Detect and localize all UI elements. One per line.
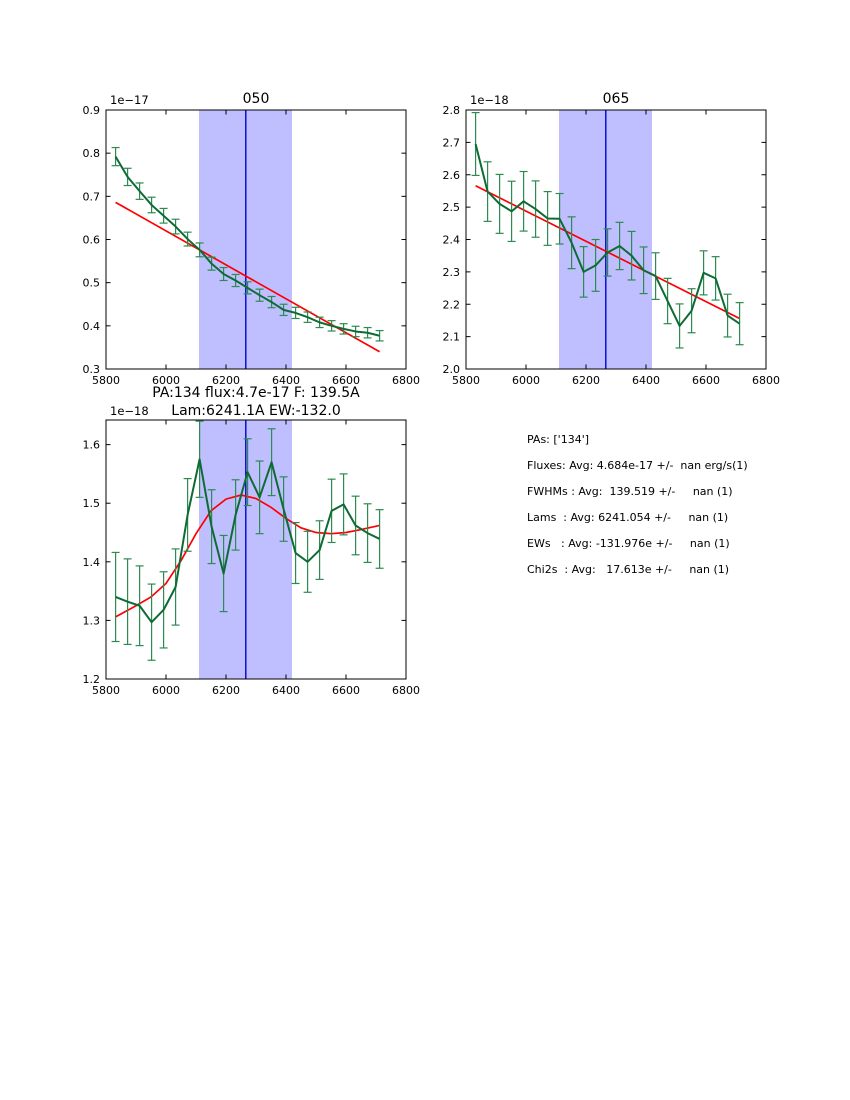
y-axis-offset-label-top-right: 1e−18 [470, 93, 509, 107]
y-axis-offset-label-bottom: 1e−18 [110, 404, 149, 418]
y-tick-label: 2.3 [442, 265, 460, 279]
y-axis-offset-label-top-left: 1e−17 [110, 93, 149, 107]
stats-line-pas: PAs: ['134'] [527, 433, 590, 446]
y-tick-label: 2.8 [442, 104, 460, 117]
stats-line-chi2s: Chi2s : Avg: 17.613e +/- nan (1) [527, 563, 730, 576]
y-tick-label: 0.3 [82, 363, 100, 376]
y-tick-label: 0.8 [82, 147, 100, 161]
stats-line-fluxes: Fluxes: Avg: 4.684e-17 +/- nan erg/s(1) [527, 459, 748, 472]
x-tick-label: 6400 [272, 684, 300, 697]
x-tick-label: 6000 [152, 374, 180, 387]
x-tick-label: 6000 [512, 374, 540, 387]
y-tick-label: 0.9 [82, 104, 100, 117]
top-right-chart-title: 065 [602, 91, 630, 107]
x-tick-label: 5800 [452, 374, 480, 387]
y-tick-label: 0.7 [82, 190, 100, 204]
x-tick-label: 6600 [692, 374, 720, 387]
y-tick-label: 2.2 [442, 298, 460, 312]
y-tick-label: 0.5 [82, 276, 100, 290]
bottom-chart-title-line-2: Lam:6241.1A EW:-132.0 [171, 403, 341, 419]
top-left-chart-title: 050 [242, 91, 270, 107]
y-tick-label: 1.4 [82, 555, 100, 569]
x-tick-label: 5800 [92, 684, 120, 697]
x-tick-label: 6600 [332, 374, 360, 387]
chart-1 [443, 104, 781, 387]
stats-line-fwhms: FWHMs : Avg: 139.519 +/- nan (1) [527, 485, 733, 498]
y-tick-label: 2.7 [442, 136, 460, 150]
x-tick-label: 6000 [152, 684, 180, 697]
x-tick-label: 6400 [272, 374, 300, 387]
x-tick-label: 6800 [752, 374, 780, 387]
y-tick-label: 1.5 [82, 497, 100, 511]
y-tick-label: 2.0 [442, 363, 460, 376]
chart-0 [83, 104, 421, 387]
chart-2 [83, 420, 421, 697]
y-tick-label: 1.2 [82, 673, 100, 686]
y-tick-label: 0.6 [82, 233, 100, 247]
y-tick-label: 2.6 [442, 168, 460, 182]
x-tick-label: 6200 [212, 374, 240, 387]
x-tick-label: 6200 [212, 684, 240, 697]
y-tick-label: 0.4 [82, 319, 100, 333]
y-tick-label: 2.4 [442, 233, 460, 247]
y-tick-label: 2.1 [442, 330, 460, 344]
y-tick-label: 1.6 [82, 438, 100, 452]
x-tick-label: 6400 [632, 374, 660, 387]
stats-line-lams: Lams : Avg: 6241.054 +/- nan (1) [527, 511, 729, 524]
x-tick-label: 6800 [392, 684, 420, 697]
y-tick-label: 2.5 [442, 201, 460, 215]
x-tick-label: 5800 [92, 374, 120, 387]
y-tick-label: 1.3 [82, 614, 100, 628]
x-tick-label: 6600 [332, 684, 360, 697]
x-tick-label: 6200 [572, 374, 600, 387]
x-tick-label: 6800 [392, 374, 420, 387]
bottom-chart-title-line-1: PA:134 flux:4.7e-17 F: 139.5A [152, 385, 360, 401]
bottom-chart-title [106, 384, 406, 420]
stats-line-ews: EWs : Avg: -131.976e +/- nan (1) [527, 537, 730, 550]
